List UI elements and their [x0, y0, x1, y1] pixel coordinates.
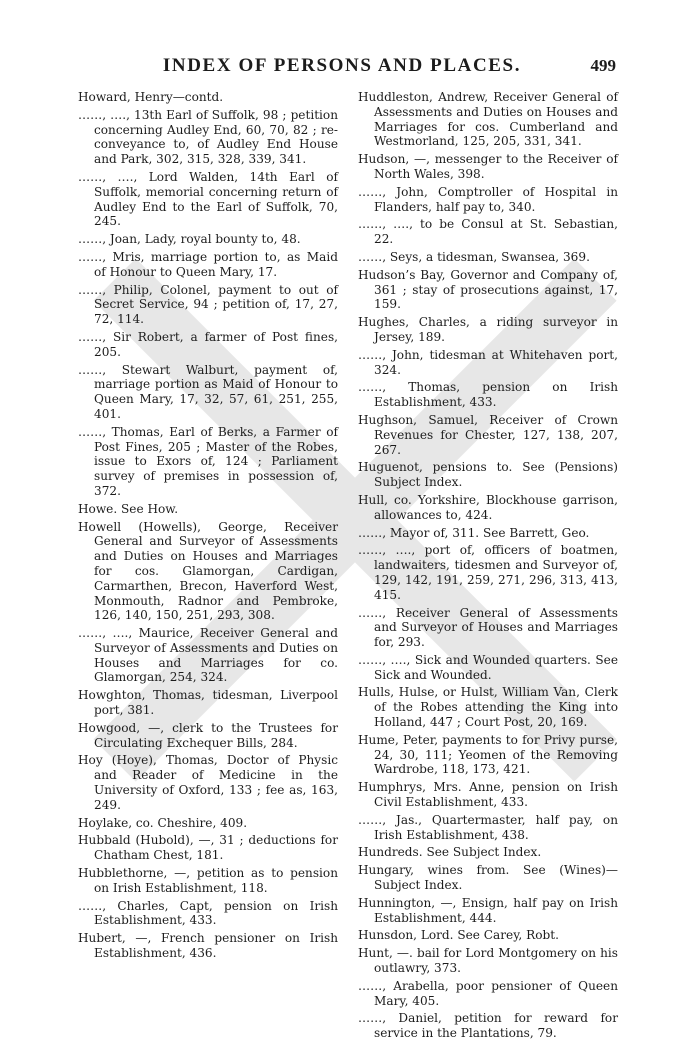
index-entry: Hume, Peter, payments to for Privy purse, 24, 30, 111; Yeomen of the Removing Wardrobe, 118, 173, 421. [358, 732, 618, 777]
index-entry: Howell (Howells), George, Receiver General and Surveyor of Assessments and Duties on Houses and Marriages for cos. Glamorgan, Cardigan, Carmarthen, Brecon, Haverford West, Monmouth, Radnor and Pembroke, 126, 140, 150, 251, 293, 308. [78, 519, 338, 623]
page-number: 499 [590, 56, 616, 75]
index-entry: ……, Seys, a tidesman, Swansea, 369. [358, 249, 590, 264]
index-entry: ……, Daniel, petition for reward for service in the Plantations, 79. [358, 1011, 618, 1041]
page-header [68, 55, 616, 81]
index-entry: Hunnington, —, Ensign, half pay on Irish Establishment, 444. [358, 895, 618, 925]
index-entry: ……, John, tidesman at Whitehaven port, 324. [358, 347, 618, 377]
page-title: INDEX OF PERSONS AND PLACES. [162, 55, 522, 76]
index-entry: Hoy (Hoye), Thomas, Doctor of Physic and Reader of Medicine in the University of Oxford, 133 ; fee as, 163, 249. [78, 753, 338, 812]
index-entry: ……, Receiver General of Assessments and Surveyor of Houses and Marriages for, 293. [358, 605, 618, 650]
index-entry: ……, …., to be Consul at St. Sebastian, 22. [358, 217, 618, 247]
index-entry: Howe. See How. [78, 501, 179, 516]
index-entry: ……, …., Maurice, Receiver General and Surveyor of Assessments and Duties on Houses and Marriages for co. Glamorgan, 254, 324. [78, 626, 338, 685]
index-entry: ……, Stewart Walburt, payment of, marriage portion as Maid of Honour to Queen Mary, 17, 32, 57, 61, 251, 255, 401. [78, 362, 338, 421]
index-entry: ……, John, Comptroller of Hospital in Flanders, half pay to, 340. [358, 184, 618, 214]
index-entry: ……, …., Sick and Wounded quarters. See Sick and Wounded. [358, 652, 618, 682]
right-column [358, 90, 618, 1044]
index-entry: Huddleston, Andrew, Receiver General of Assessments and Duties on Houses and Marriages for cos. Cumberland and Westmorland, 125, 205, 331, 341. [358, 90, 618, 149]
index-entry: ……, …., port of, officers of boatmen, landwaiters, tidesmen and Surveyor of, 129, 142, 191, 259, 271, 296, 313, 413, 415. [358, 543, 618, 602]
index-entry: ……, …., Lord Walden, 14th Earl of Suffolk, memorial concerning return of Audley End to the Earl of Suffolk, 70, 245. [78, 169, 338, 229]
index-entry: Hughes, Charles, a riding surveyor in Jersey, 189. [358, 315, 618, 344]
index-entry: Hull, co. Yorkshire, Blockhouse garrison, allowances to, 424. [358, 492, 618, 522]
index-entry: Hubbald (Hubold), —, 31 ; deductions for Chatham Chest, 181. [78, 833, 338, 863]
index-entry: Howghton, Thomas, tidesman, Liverpool port, 381. [78, 688, 338, 718]
index-entry: Hundreds. See Subject Index. [358, 845, 542, 860]
index-entry: Huguenot, pensions to. See (Pensions) Subject Index. [358, 460, 618, 490]
index-entry: ……, Charles, Capt, pension on Irish Establishment, 433. [78, 898, 338, 928]
index-entry: ……, Arabella, poor pensioner of Queen Mary, 405. [358, 978, 618, 1008]
index-entry: ……, Jas., Quartermaster, half pay, on Irish Establishment, 438. [358, 812, 618, 842]
index-entry: ……, Thomas, pension on Irish Establishment, 433. [358, 380, 618, 410]
index-entry: ……, Sir Robert, a farmer of Post fines, 205. [78, 329, 338, 359]
index-entry: Hudson, —, messenger to the Receiver of North Wales, 398. [358, 152, 618, 181]
left-column [78, 90, 338, 964]
index-entry: Howgood, —, clerk to the Trustees for Circulating Exchequer Bills, 284. [78, 720, 338, 750]
index-entry: Humphrys, Mrs. Anne, pension on Irish Civil Establishment, 433. [358, 780, 618, 810]
index-entry: ……, …., 13th Earl of Suffolk, 98 ; petition concerning Audley End, 60, 70, 82 ; re-conveyance to, of Audley End House and Park, 302, 315, 328, 339, 341. [78, 107, 338, 167]
index-entry: Hunsdon, Lord. See Carey, Robt. [358, 928, 559, 943]
index-entry: Hughson, Samuel, Receiver of Crown Revenues for Chester, 127, 138, 207, 267. [358, 412, 618, 457]
index-entry: Hudson’s Bay, Governor and Company of, 361 ; stay of prosecutions against, 17, 159. [358, 267, 618, 312]
index-entry: ……, Joan, Lady, royal bounty to, 48. [78, 232, 301, 247]
index-entry: ……, Thomas, Earl of Berks, a Farmer of Post Fines, 205 ; Master of the Robes, issue to Exors of, 124 ; Parliament survey of premises in possession of, 372. [78, 424, 338, 498]
index-entry: Hubblethorne, —, petition as to pension on Irish Establishment, 118. [78, 866, 338, 895]
index-entry: ……, Mris, marriage portion to, as Maid of Honour to Queen Mary, 17. [78, 249, 338, 279]
index-entry: ……, Mayor of, 311. See Barrett, Geo. [358, 525, 590, 540]
index-entry: Hulls, Hulse, or Hulst, William Van, Clerk of the Robes attending the King into Holland, 447 ; Court Post, 20, 169. [358, 685, 618, 730]
index-entry: Hoylake, co. Cheshire, 409. [78, 815, 248, 830]
index-entry: Hubert, —, French pensioner on Irish Establishment, 436. [78, 931, 338, 961]
index-entry: Hunt, —. bail for Lord Montgomery on his outlawry, 373. [358, 946, 618, 976]
index-entry: Hungary, wines from. See (Wines)—Subject Index. [358, 863, 618, 893]
index-entry: ……, Philip, Colonel, payment to out of Secret Service, 94 ; petition of, 17, 27, 72, 114. [78, 282, 338, 327]
index-entry: Howard, Henry—contd. [78, 90, 224, 104]
